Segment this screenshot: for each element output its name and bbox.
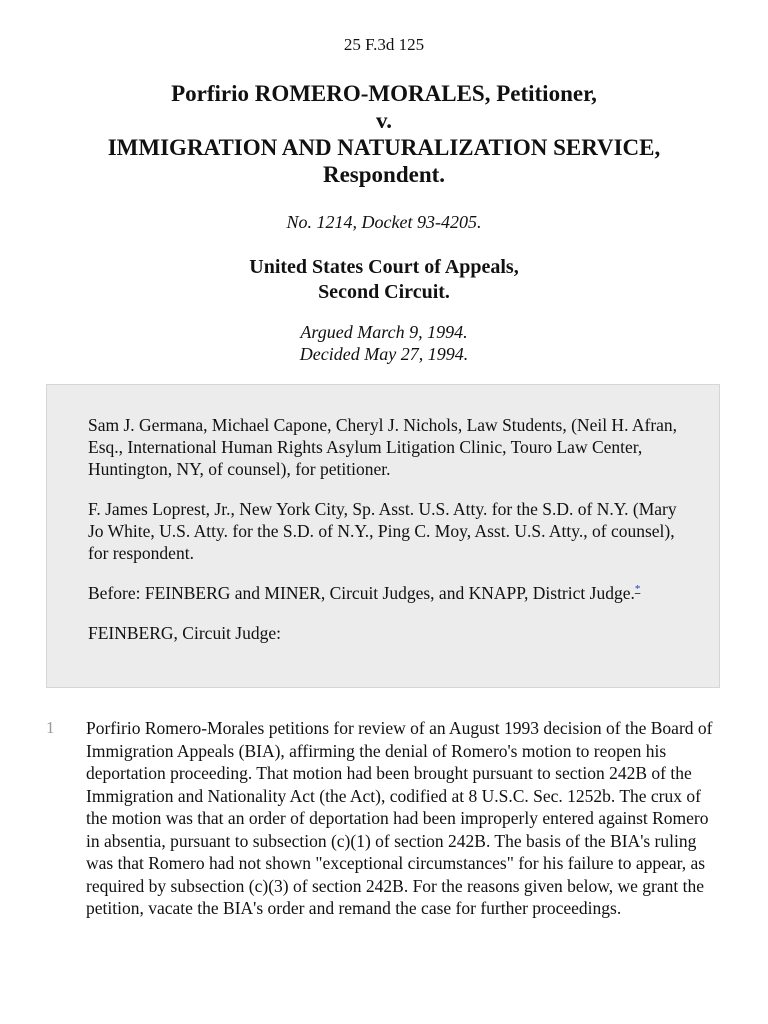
counsel-box <box>46 384 720 688</box>
counsel-respondent: F. James Loprest, Jr., New York City, Sp. Asst. U.S. Atty. for the S.D. of N.Y. (Mary Jo White, U.S. Atty. for the S.D. of N.Y., Ping C. Moy, Asst. U.S. Atty., of counsel), for respondent. <box>88 499 677 563</box>
footnote-link[interactable]: * <box>634 583 641 596</box>
respondent-name: IMMIGRATION AND NATURALIZATION SERVICE, <box>107 135 661 160</box>
citation: 25 F.3d 125 <box>343 35 425 54</box>
versus-label: v. <box>376 108 392 133</box>
paragraph-number: 1 <box>46 718 55 737</box>
paragraph-text: Porfirio Romero-Morales petitions for review of an August 1993 decision of the Board of Immigration Appeals (BIA), affirming the denial of Romero's motion to reopen his deportation proceeding. That motion had been brought pursuant to section 242B of the Immigration and Nationality Act (the Act), codified at 8 U.S.C. Sec. 1252b. The crux of the motion was that an order of deportation had been improperly entered against Romero in absentia, pursuant to subsection (c)(1) of section 242B. The basis of the BIA's ruling was that Romero had not shown "exceptional circumstances" for his failure to appear, as required by subsection (c)(3) of section 242B. For the reasons given below, we grant the petition, vacate the BIA's order and remand the case for further proceedings. <box>86 718 713 918</box>
petitioner-name: Porfirio ROMERO-MORALES, Petitioner, <box>171 81 597 106</box>
argued-date: Argued March 9, 1994. <box>300 322 468 342</box>
panel-judges-text: Before: FEINBERG and MINER, Circuit Judges, and KNAPP, District Judge. <box>88 583 635 603</box>
court-name <box>0 255 768 305</box>
panel-judges <box>88 582 679 604</box>
decided-date: Decided May 27, 1994. <box>299 344 469 364</box>
opinion-author: FEINBERG, Circuit Judge: <box>88 623 281 643</box>
case-caption <box>0 80 768 188</box>
court-name-line2: Second Circuit. <box>318 281 450 303</box>
counsel-petitioner: Sam J. Germana, Michael Capone, Cheryl J. Nichols, Law Students, (Neil H. Afran, Esq., International Human Rights Asylum Litigation Clinic, Touro Law Center, Huntington, NY, of counsel), for petitioner. <box>88 415 678 479</box>
decision-dates <box>0 321 768 365</box>
docket-number: No. 1214, Docket 93-4205. <box>286 212 482 232</box>
court-name-line1: United States Court of Appeals, <box>249 256 519 278</box>
respondent-role: Respondent. <box>322 162 446 187</box>
